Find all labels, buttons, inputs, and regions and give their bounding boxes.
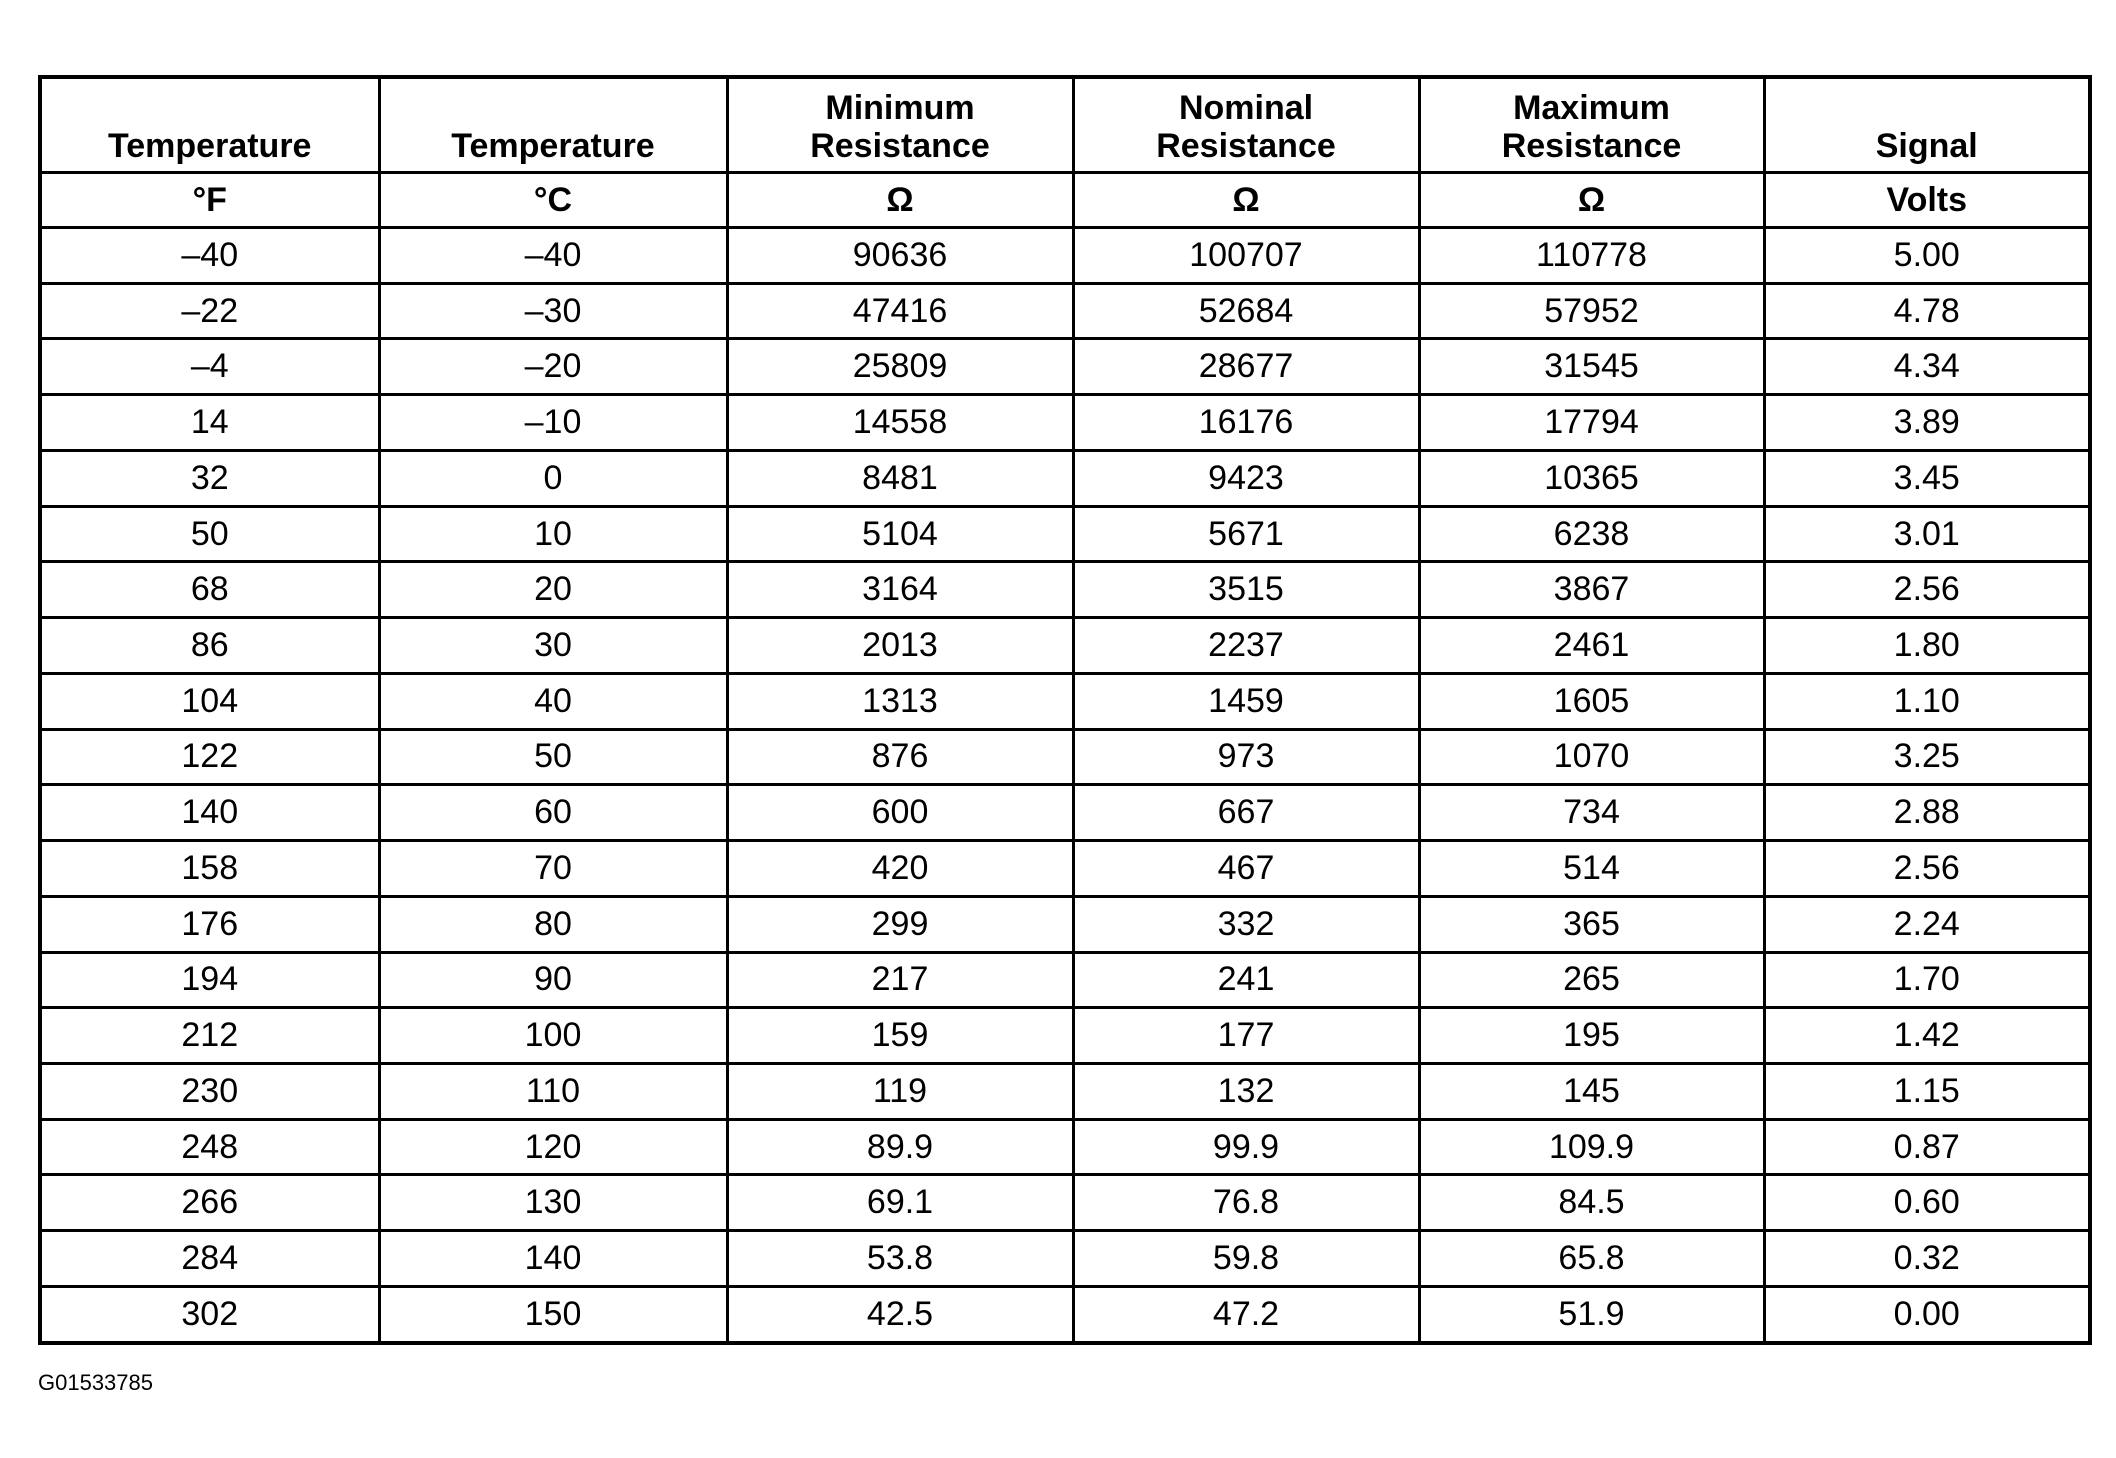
table-cell: 1.15 <box>1764 1064 2090 1120</box>
table-cell: 4.78 <box>1764 283 2090 339</box>
table-cell: 59.8 <box>1073 1231 1419 1287</box>
table-cell: 90636 <box>727 228 1073 284</box>
table-cell: 32 <box>40 450 379 506</box>
table-cell: 50 <box>40 506 379 562</box>
table-cell: 132 <box>1073 1064 1419 1120</box>
table-cell: 109.9 <box>1419 1119 1764 1175</box>
table-cell: 5671 <box>1073 506 1419 562</box>
table-cell: 332 <box>1073 896 1419 952</box>
table-cell: 60 <box>379 785 727 841</box>
table-cell: –40 <box>379 228 727 284</box>
sensor-resistance-table <box>38 75 2092 1345</box>
table-cell: 122 <box>40 729 379 785</box>
table-cell: 1459 <box>1073 673 1419 729</box>
table-cell: 10 <box>379 506 727 562</box>
table-row <box>40 339 2090 395</box>
table-cell: 467 <box>1073 841 1419 897</box>
unit-cell: Ω <box>1073 173 1419 228</box>
table-cell: 86 <box>40 618 379 674</box>
table-cell: 158 <box>40 841 379 897</box>
table-cell: 4.34 <box>1764 339 2090 395</box>
unit-cell: Ω <box>727 173 1073 228</box>
header-signal <box>1764 77 2090 173</box>
header-nominal-resistance <box>1073 77 1419 173</box>
table-cell: 248 <box>40 1119 379 1175</box>
table-cell: 2461 <box>1419 618 1764 674</box>
table-cell: 130 <box>379 1175 727 1231</box>
table-body <box>40 228 2090 1344</box>
table-cell: 28677 <box>1073 339 1419 395</box>
table-cell: 89.9 <box>727 1119 1073 1175</box>
table-cell: 57952 <box>1419 283 1764 339</box>
table-cell: 230 <box>40 1064 379 1120</box>
table-row <box>40 562 2090 618</box>
table-cell: 8481 <box>727 450 1073 506</box>
table-row <box>40 450 2090 506</box>
header-line1: Nominal <box>1178 89 1314 127</box>
table-cell: 2.56 <box>1764 841 2090 897</box>
header-line1: Maximum <box>1513 89 1670 127</box>
table-cell: 1.70 <box>1764 952 2090 1008</box>
table-cell: 16176 <box>1073 395 1419 451</box>
table-cell: 104 <box>40 673 379 729</box>
header-line2: Temperature <box>108 127 312 165</box>
unit-cell: °F <box>40 173 379 228</box>
table-cell: 217 <box>727 952 1073 1008</box>
table-cell: 20 <box>379 562 727 618</box>
table-cell: 3.01 <box>1764 506 2090 562</box>
table-cell: 9423 <box>1073 450 1419 506</box>
header-max-resistance <box>1419 77 1764 173</box>
table-cell: 265 <box>1419 952 1764 1008</box>
header-min-resistance <box>727 77 1073 173</box>
table-cell: 52684 <box>1073 283 1419 339</box>
table-cell: 1313 <box>727 673 1073 729</box>
figure-code: G01533785 <box>38 1370 153 1395</box>
table-cell: 0.60 <box>1764 1175 2090 1231</box>
table-cell: 302 <box>40 1286 379 1343</box>
table-cell: 1.42 <box>1764 1008 2090 1064</box>
table-cell: 47416 <box>727 283 1073 339</box>
unit-cell: Ω <box>1419 173 1764 228</box>
table-cell: 3867 <box>1419 562 1764 618</box>
table-cell: 17794 <box>1419 395 1764 451</box>
table-cell: 65.8 <box>1419 1231 1764 1287</box>
table-row <box>40 1231 2090 1287</box>
table-cell: 266 <box>40 1175 379 1231</box>
table-row <box>40 1286 2090 1343</box>
table-cell: 176 <box>40 896 379 952</box>
table-cell: 76.8 <box>1073 1175 1419 1231</box>
table-cell: 10365 <box>1419 450 1764 506</box>
table-cell: 2.88 <box>1764 785 2090 841</box>
table-cell: –40 <box>40 228 379 284</box>
table-cell: 194 <box>40 952 379 1008</box>
table-cell: 2013 <box>727 618 1073 674</box>
table-row <box>40 395 2090 451</box>
table-cell: 5104 <box>727 506 1073 562</box>
table-row <box>40 785 2090 841</box>
table-cell: 0.32 <box>1764 1231 2090 1287</box>
unit-cell: °C <box>379 173 727 228</box>
table-cell: 84.5 <box>1419 1175 1764 1231</box>
table-cell: 80 <box>379 896 727 952</box>
table-cell: 1605 <box>1419 673 1764 729</box>
table-cell: 100707 <box>1073 228 1419 284</box>
table-cell: 420 <box>727 841 1073 897</box>
table-cell: 284 <box>40 1231 379 1287</box>
header-line2: Resistance <box>1156 127 1336 165</box>
table-cell: 50 <box>379 729 727 785</box>
unit-row <box>40 173 2090 228</box>
table-cell: 973 <box>1073 729 1419 785</box>
table-cell: 0.00 <box>1764 1286 2090 1343</box>
table-cell: 0.87 <box>1764 1119 2090 1175</box>
table-row <box>40 896 2090 952</box>
table-cell: 47.2 <box>1073 1286 1419 1343</box>
table-row <box>40 1008 2090 1064</box>
table-cell: 1.10 <box>1764 673 2090 729</box>
table-cell: 1070 <box>1419 729 1764 785</box>
table-row <box>40 506 2090 562</box>
table-cell: 140 <box>40 785 379 841</box>
table-row <box>40 1119 2090 1175</box>
table-sheet <box>38 75 2088 1345</box>
table-cell: 110 <box>379 1064 727 1120</box>
table-cell: –30 <box>379 283 727 339</box>
table-cell: 2.56 <box>1764 562 2090 618</box>
table-cell: 6238 <box>1419 506 1764 562</box>
header-line2: Signal <box>1875 127 1978 165</box>
table-row <box>40 283 2090 339</box>
table-cell: 145 <box>1419 1064 1764 1120</box>
table-cell: 0 <box>379 450 727 506</box>
table-cell: –20 <box>379 339 727 395</box>
table-cell: 51.9 <box>1419 1286 1764 1343</box>
table-cell: 69.1 <box>727 1175 1073 1231</box>
table-cell: 25809 <box>727 339 1073 395</box>
table-cell: 3164 <box>727 562 1073 618</box>
table-cell: 514 <box>1419 841 1764 897</box>
table-cell: 90 <box>379 952 727 1008</box>
header-temp-f <box>40 77 379 173</box>
table-row <box>40 952 2090 1008</box>
table-cell: 53.8 <box>727 1231 1073 1287</box>
table-cell: 150 <box>379 1286 727 1343</box>
table-cell: 119 <box>727 1064 1073 1120</box>
table-cell: 3.25 <box>1764 729 2090 785</box>
table-cell: –4 <box>40 339 379 395</box>
table-cell: 31545 <box>1419 339 1764 395</box>
table-cell: 195 <box>1419 1008 1764 1064</box>
table-cell: 177 <box>1073 1008 1419 1064</box>
table-cell: 299 <box>727 896 1073 952</box>
table-cell: 140 <box>379 1231 727 1287</box>
table-cell: 99.9 <box>1073 1119 1419 1175</box>
table-row <box>40 673 2090 729</box>
table-cell: 3515 <box>1073 562 1419 618</box>
table-cell: 100 <box>379 1008 727 1064</box>
unit-cell: Volts <box>1764 173 2090 228</box>
header-line2: Resistance <box>1501 127 1682 165</box>
table-cell: 70 <box>379 841 727 897</box>
header-line2: Temperature <box>451 127 655 165</box>
table-cell: 14 <box>40 395 379 451</box>
table-cell: 42.5 <box>727 1286 1073 1343</box>
table-row <box>40 228 2090 284</box>
table-cell: –10 <box>379 395 727 451</box>
table-row <box>40 1175 2090 1231</box>
header-line2: Resistance <box>810 127 990 165</box>
table-row <box>40 841 2090 897</box>
table-cell: 110778 <box>1419 228 1764 284</box>
table-cell: 5.00 <box>1764 228 2090 284</box>
table-cell: –22 <box>40 283 379 339</box>
table-cell: 68 <box>40 562 379 618</box>
table-cell: 3.89 <box>1764 395 2090 451</box>
table-cell: 40 <box>379 673 727 729</box>
table-row <box>40 1064 2090 1120</box>
table-cell: 30 <box>379 618 727 674</box>
header-row <box>40 77 2090 173</box>
table-cell: 2.24 <box>1764 896 2090 952</box>
table-cell: 159 <box>727 1008 1073 1064</box>
table-cell: 1.80 <box>1764 618 2090 674</box>
table-cell: 3.45 <box>1764 450 2090 506</box>
table-cell: 600 <box>727 785 1073 841</box>
table-row <box>40 618 2090 674</box>
table-cell: 365 <box>1419 896 1764 952</box>
header-line1: Minimum <box>825 89 975 127</box>
table-cell: 241 <box>1073 952 1419 1008</box>
table-cell: 212 <box>40 1008 379 1064</box>
table-cell: 2237 <box>1073 618 1419 674</box>
table-cell: 14558 <box>727 395 1073 451</box>
table-cell: 120 <box>379 1119 727 1175</box>
table-cell: 667 <box>1073 785 1419 841</box>
table-cell: 876 <box>727 729 1073 785</box>
header-temp-c <box>379 77 727 173</box>
table-cell: 734 <box>1419 785 1764 841</box>
table-row <box>40 729 2090 785</box>
